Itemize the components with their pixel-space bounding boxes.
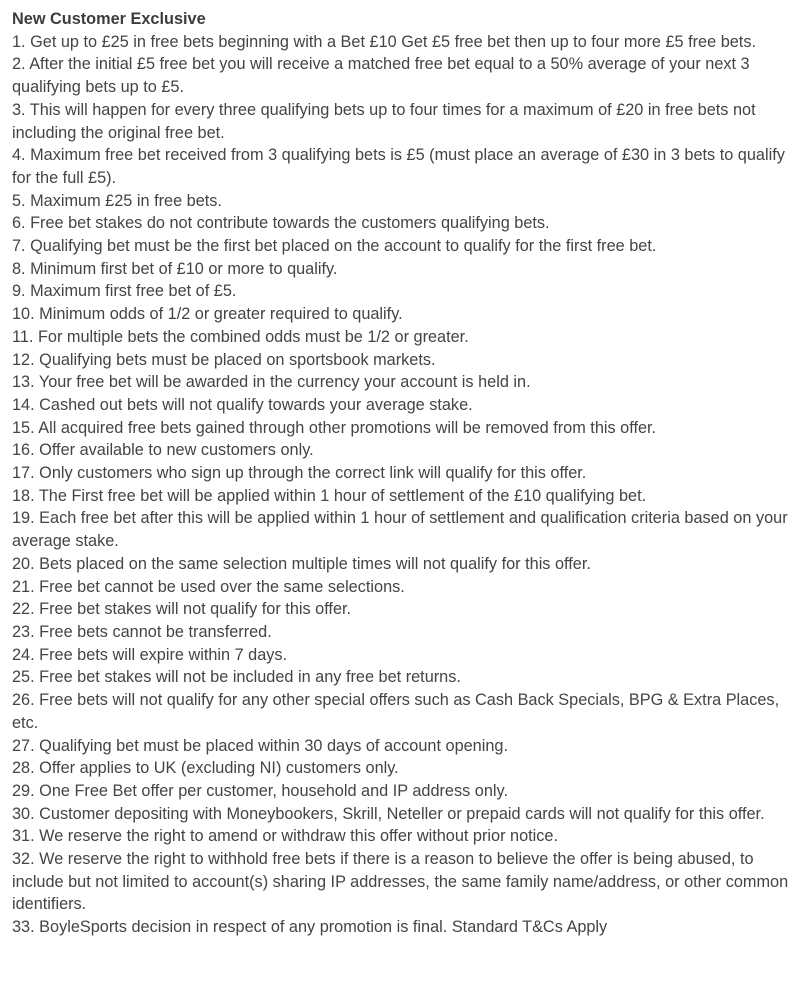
term-item-3: 3. This will happen for every three qualifying bets up to four times for a maximum of £20 in free bets not including the original free bet. <box>12 100 756 142</box>
term-item-24: 24. Free bets will expire within 7 days. <box>12 645 288 664</box>
term-item-4: 4. Maximum free bet received from 3 qualifying bets is £5 (must place an average of £30 in 3 bets to qualify for the full £5). <box>12 146 785 187</box>
term-item-25: 25. Free bet stakes will not be included in any free bet returns. <box>12 668 461 687</box>
term-item-10: 10. Minimum odds of 1/2 or greater required to qualify. <box>12 305 403 324</box>
term-item-33: 33. BoyleSports decision in respect of any promotion is final. Standard T&Cs Apply <box>12 918 608 937</box>
term-item-15: 15. All acquired free bets gained through other promotions will be removed from this offer. <box>12 418 657 437</box>
term-item-26: 26. Free bets will not qualify for any other special offers such as Cash Back Specials, BPG & Extra Places, etc. <box>12 691 780 732</box>
term-item-5: 5. Maximum £25 in free bets. <box>12 191 222 210</box>
term-item-18: 18. The First free bet will be applied within 1 hour of settlement of the £10 qualifying bet. <box>12 486 647 505</box>
term-item-6: 6. Free bet stakes do not contribute towards the customers qualifying bets. <box>12 214 550 233</box>
term-item-31: 31. We reserve the right to amend or withdraw this offer without prior notice. <box>12 827 558 846</box>
term-item-28: 28. Offer applies to UK (excluding NI) customers only. <box>12 759 399 778</box>
term-item-23: 23. Free bets cannot be transferred. <box>12 622 272 641</box>
term-item-1: 1. Get up to £25 in free bets beginning with a Bet £10 Get £5 free bet then up to four more £5 free bets. <box>12 32 756 51</box>
term-item-9: 9. Maximum first free bet of £5. <box>12 282 237 301</box>
term-item-29: 29. One Free Bet offer per customer, household and IP address only. <box>12 781 508 800</box>
term-item-21: 21. Free bet cannot be used over the same selections. <box>12 577 405 596</box>
term-item-11: 11. For multiple bets the combined odds must be 1/2 or greater. <box>12 327 469 346</box>
page-title: New Customer Exclusive <box>12 10 206 28</box>
term-item-7: 7. Qualifying bet must be the first bet placed on the account to qualify for the first free bet. <box>12 237 657 256</box>
term-item-14: 14. Cashed out bets will not qualify towards your average stake. <box>12 395 473 414</box>
term-item-2: 2. After the initial £5 free bet you will receive a matched free bet equal to a 50% average of your next 3 qualifying bets up to £5. <box>12 55 750 97</box>
term-item-20: 20. Bets placed on the same selection multiple times will not qualify for this offer. <box>12 554 591 573</box>
terms-list <box>12 31 790 939</box>
term-item-8: 8. Minimum first bet of £10 or more to qualify. <box>12 259 338 278</box>
term-item-27: 27. Qualifying bet must be placed within 30 days of account opening. <box>12 736 508 755</box>
term-item-32: 32. We reserve the right to withhold free bets if there is a reason to believe the offer is being abused, to include but not limited to account(s) sharing IP addresses, the same family name/address, or other common identifiers. <box>12 850 789 914</box>
term-item-22: 22. Free bet stakes will not qualify for this offer. <box>12 600 352 619</box>
term-item-30: 30. Customer depositing with Moneybookers, Skrill, Neteller or prepaid cards will not qualify for this offer. <box>12 804 765 823</box>
term-item-12: 12. Qualifying bets must be placed on sportsbook markets. <box>12 350 436 369</box>
term-item-19: 19. Each free bet after this will be applied within 1 hour of settlement and qualification criteria based on your average stake. <box>12 509 788 551</box>
term-item-13: 13. Your free bet will be awarded in the currency your account is held in. <box>12 373 531 392</box>
term-item-17: 17. Only customers who sign up through the correct link will qualify for this offer. <box>12 464 587 483</box>
term-item-16: 16. Offer available to new customers only. <box>12 441 314 460</box>
